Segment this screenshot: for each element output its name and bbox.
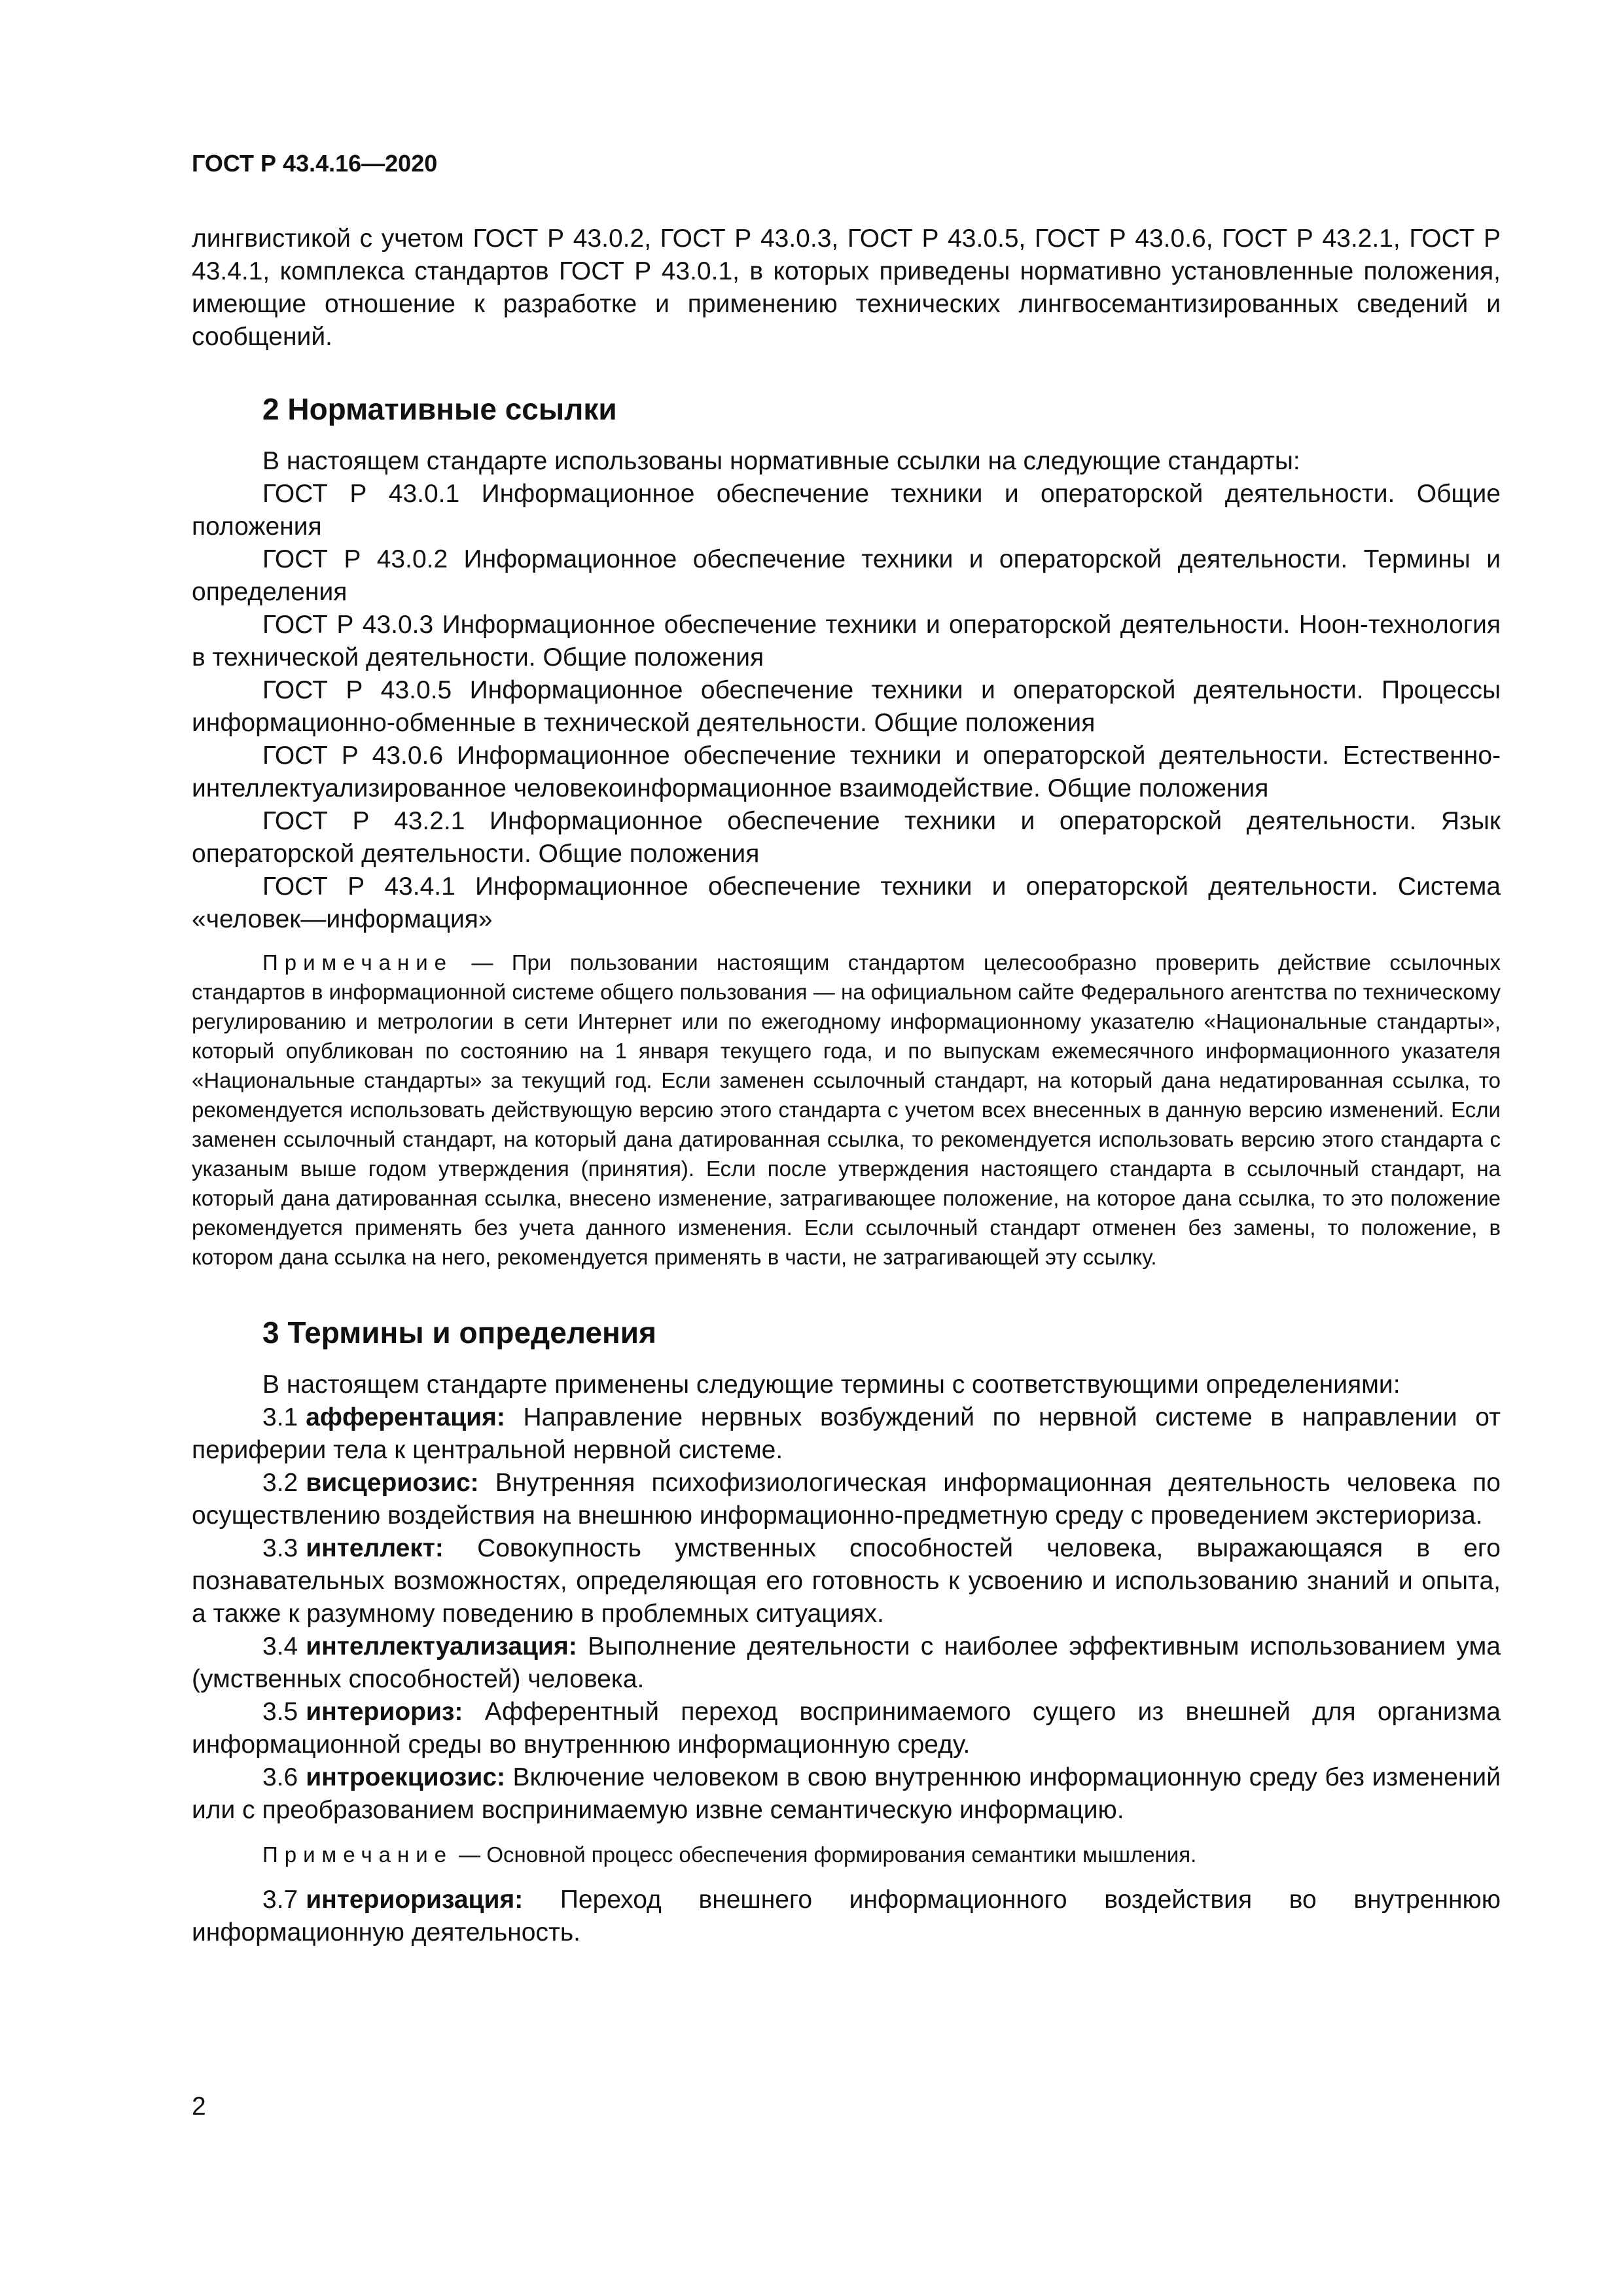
document-header-code: ГОСТ Р 43.4.16—2020 [192, 150, 438, 177]
normative-ref-item: ГОСТ Р 43.0.5 Информационное обеспечение техники и операторской деятельности. Процессы информационно-обменные в технической деятельности. Общие положения [192, 676, 1501, 737]
intro-paragraph: лингвистикой с учетом ГОСТ Р 43.0.2, ГОСТ Р 43.0.3, ГОСТ Р 43.0.5, ГОСТ Р 43.0.6, ГОСТ Р 43.2.1, ГОСТ Р 43.4.1, комплекса стандартов ГОСТ Р 43.0.1, в которых приведены нормативно установленные положения, имеющие отношение к разработке и применению технических лингвосемантизированных сведений и сообщений. [192, 224, 1501, 351]
term-definition: Совокупность умственных способностей человека, выражающаяся в его познавательных возможностях, определяющая его готовность к усвоению и использованию знаний и опыта, а также к разумному поведению в проблемных ситуациях. [192, 1534, 1501, 1628]
term-number: 3.7 [262, 1886, 298, 1914]
term-entry [192, 1401, 1501, 1467]
term-number: 3.2 [262, 1469, 298, 1497]
term-definition: Внутренняя психофизиологическая информационная деятельность человека по осуществлению воздействия на внешнюю информационно-предметную среду с проведением экстериориза. [192, 1469, 1501, 1530]
term-entry [192, 1884, 1501, 1949]
term-number: 3.4 [262, 1632, 298, 1660]
normative-ref-item: ГОСТ Р 43.0.2 Информационное обеспечение техники и операторской деятельности. Термины и определения [192, 545, 1501, 606]
normative-ref-item: ГОСТ Р 43.0.1 Информационное обеспечение техники и операторской деятельности. Общие положения [192, 480, 1501, 541]
term-definition: Направление нервных возбуждений по нервной системе в направлении от периферии тела к центральной нервной системе. [192, 1403, 1501, 1464]
note-text: — При пользовании настоящим стандартом целесообразно проверить действие ссылочных стандартов в информационной системе общего пользования — на официальном сайте Федерального агентства по техническому регулированию и метрологии в сети Интернет или по ежегодному информационному указателю «Национальные стандарты», который опубликован по состоянию на 1 января текущего года, и по выпускам ежемесячного информационного указателя «Национальные стандарты» за текущий год. Если заменен ссылочный стандарт, на который дана недатированная ссылка, то рекомендуется использовать действующую версию этого стандарта с учетом всех внесенных в данную версию изменений. Если заменен ссылочный стандарт, на который дана датированная ссылка, то рекомендуется использовать версию этого стандарта с указаным выше годом утверждения (принятия). Если после утверждения настоящего стандарта в ссылочный стандарт, на который дана датированная ссылка, внесено изменение, затрагивающее положение, на которое дана ссылка, то это положение рекомендуется применять без учета данного изменения. Если ссылочный стандарт отменен без замены, то положение, в котором дана ссылка на него, рекомендуется применять в части, не затрагивающей эту ссылку. [192, 950, 1501, 1269]
section-2-title: 2 Нормативные ссылки [262, 392, 617, 426]
term-definition: Афферентный переход воспринимаемого сущего из внешней для организма информационной среды во внутреннюю информационную среду. [192, 1698, 1501, 1759]
term-entry [192, 1467, 1501, 1532]
term-number: 3.6 [262, 1763, 298, 1791]
term-entry [192, 1532, 1501, 1630]
term-entry [192, 1761, 1501, 1827]
normative-ref-item: ГОСТ Р 43.0.6 Информационное обеспечение техники и операторской деятельности. Естественно-интеллектуализированное человекоинформационное взаимодействие. Общие положения [192, 742, 1501, 802]
section-3-title: 3 Термины и определения [262, 1316, 656, 1350]
normative-ref-item: ГОСТ Р 43.2.1 Информационное обеспечение техники и операторской деятельности. Язык операторской деятельности. Общие положения [192, 807, 1501, 868]
term-entry [192, 1696, 1501, 1761]
term-name: интеллект: [306, 1534, 444, 1562]
term-number: 3.1 [262, 1403, 298, 1431]
term-entry [192, 1630, 1501, 1696]
term-definition: Переход внешнего информационного воздействия во внутреннюю информационную деятельность. [192, 1886, 1501, 1946]
term-definition: Выполнение деятельности с наиболее эффективным использованием ума (умственных способностей) человека. [192, 1632, 1501, 1693]
term-definition: Включение человеком в свою внутреннюю информационную среду без изменений или с преобразованием воспринимаемую извне семантическую информацию. [192, 1763, 1501, 1824]
document-body [192, 223, 1501, 1949]
note-label: Примечание [262, 950, 454, 975]
term-number: 3.3 [262, 1534, 298, 1562]
term-name: интеллектуализация: [306, 1632, 577, 1660]
term-name: висцериозис: [306, 1469, 479, 1497]
term-name: интроекциозис: [306, 1763, 506, 1791]
section-2-lead: В настоящем стандарте использованы нормативные ссылки на следующие стандарты: [262, 447, 1300, 475]
section-3-note [192, 1840, 1501, 1869]
section-3-lead: В настоящем стандарте применены следующие термины с соответствующими определениями: [262, 1371, 1400, 1399]
term-name: интериориз: [306, 1698, 463, 1726]
note-text: — Основной процесс обеспечения формирования семантики мышления. [453, 1842, 1197, 1867]
term-name: интериоризация: [306, 1886, 524, 1914]
term-number: 3.5 [262, 1698, 298, 1726]
normative-ref-item: ГОСТ Р 43.4.1 Информационное обеспечение техники и операторской деятельности. Система «человек—информация» [192, 872, 1501, 933]
note-label: Примечание [262, 1842, 454, 1867]
normative-ref-item: ГОСТ Р 43.0.3 Информационное обеспечение техники и операторской деятельности. Ноон-технология в технической деятельности. Общие положения [192, 611, 1501, 672]
page-number: 2 [192, 2092, 206, 2121]
section-2-note [192, 948, 1501, 1272]
term-name: афферентация: [306, 1403, 505, 1431]
